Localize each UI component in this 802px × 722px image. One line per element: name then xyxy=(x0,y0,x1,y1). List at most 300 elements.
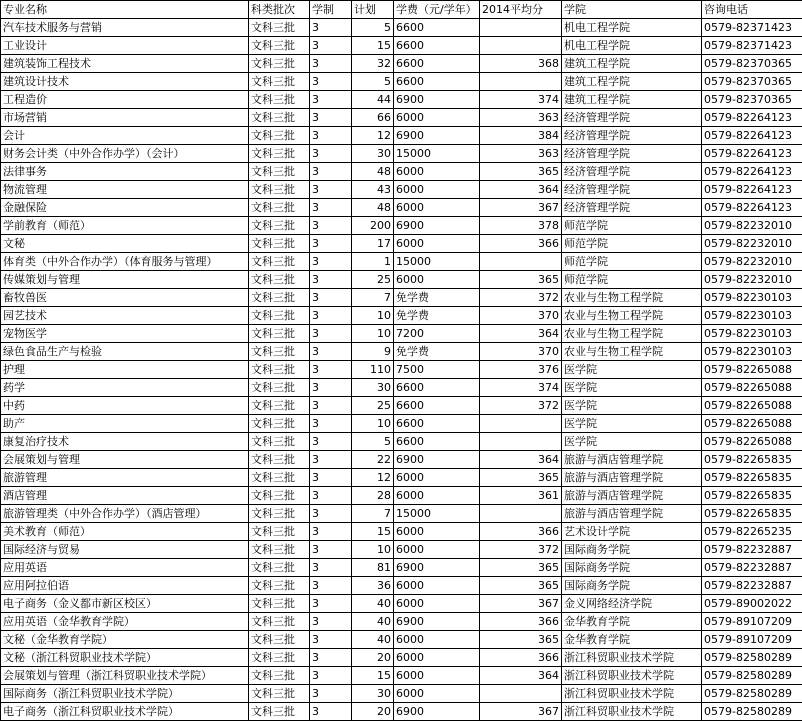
cell-avg-score xyxy=(480,73,562,91)
cell-plan: 110 xyxy=(352,361,394,379)
cell-avg-score xyxy=(480,433,562,451)
cell-tuition: 6000 xyxy=(394,487,480,505)
cell-plan: 12 xyxy=(352,127,394,145)
cell-tuition: 免学费 xyxy=(394,307,480,325)
cell-major: 财务会计类（中外合作办学）（会计） xyxy=(1,145,249,163)
cell-major: 学前教育（师范） xyxy=(1,217,249,235)
cell-college: 医学院 xyxy=(562,397,702,415)
cell-major: 金融保险 xyxy=(1,199,249,217)
cell-plan: 66 xyxy=(352,109,394,127)
cell-phone: 0579-82580289 xyxy=(702,685,802,703)
cell-tuition: 6000 xyxy=(394,109,480,127)
cell-duration: 3 xyxy=(310,163,352,181)
cell-college: 浙江科贸职业技术学院 xyxy=(562,685,702,703)
cell-duration: 3 xyxy=(310,343,352,361)
table-row xyxy=(1,505,802,523)
cell-duration: 3 xyxy=(310,181,352,199)
cell-major: 国际商务（浙江科贸职业技术学院） xyxy=(1,685,249,703)
cell-major: 会展策划与管理 xyxy=(1,451,249,469)
table-row xyxy=(1,667,802,685)
cell-college: 国际商务学院 xyxy=(562,559,702,577)
cell-plan: 40 xyxy=(352,613,394,631)
cell-duration: 3 xyxy=(310,397,352,415)
cell-batch: 文科三批 xyxy=(249,469,310,487)
cell-duration: 3 xyxy=(310,667,352,685)
cell-phone: 0579-82232010 xyxy=(702,271,802,289)
cell-major: 汽车技术服务与营销 xyxy=(1,19,249,37)
cell-plan: 30 xyxy=(352,145,394,163)
cell-duration: 3 xyxy=(310,145,352,163)
table-row xyxy=(1,325,802,343)
table-row xyxy=(1,451,802,469)
table-body xyxy=(1,19,802,721)
cell-major: 会展策划与管理（浙江科贸职业技术学院） xyxy=(1,667,249,685)
cell-avg-score xyxy=(480,253,562,271)
cell-phone: 0579-82370365 xyxy=(702,91,802,109)
cell-major: 园艺技术 xyxy=(1,307,249,325)
cell-plan: 32 xyxy=(352,55,394,73)
cell-phone: 0579-82230103 xyxy=(702,307,802,325)
cell-major: 助产 xyxy=(1,415,249,433)
cell-college: 农业与生物工程学院 xyxy=(562,307,702,325)
cell-phone: 0579-82264123 xyxy=(702,163,802,181)
header-plan: 计划 xyxy=(352,1,394,19)
cell-college: 机电工程学院 xyxy=(562,19,702,37)
cell-college: 师范学院 xyxy=(562,235,702,253)
cell-duration: 3 xyxy=(310,289,352,307)
cell-tuition: 6000 xyxy=(394,631,480,649)
table-row xyxy=(1,307,802,325)
cell-duration: 3 xyxy=(310,505,352,523)
cell-avg-score: 374 xyxy=(480,91,562,109)
cell-major: 绿色食品生产与检验 xyxy=(1,343,249,361)
header-avg-score: 2014平均分 xyxy=(480,1,562,19)
cell-tuition: 6600 xyxy=(394,37,480,55)
cell-batch: 文科三批 xyxy=(249,19,310,37)
cell-college: 医学院 xyxy=(562,433,702,451)
cell-tuition: 6000 xyxy=(394,199,480,217)
table-row xyxy=(1,145,802,163)
cell-avg-score: 365 xyxy=(480,577,562,595)
cell-tuition: 6900 xyxy=(394,613,480,631)
cell-tuition: 6000 xyxy=(394,469,480,487)
cell-plan: 30 xyxy=(352,685,394,703)
cell-major: 市场营销 xyxy=(1,109,249,127)
cell-plan: 20 xyxy=(352,703,394,721)
cell-phone: 0579-82230103 xyxy=(702,325,802,343)
cell-tuition: 免学费 xyxy=(394,289,480,307)
cell-batch: 文科三批 xyxy=(249,541,310,559)
cell-batch: 文科三批 xyxy=(249,415,310,433)
cell-phone: 0579-82232887 xyxy=(702,577,802,595)
cell-tuition: 15000 xyxy=(394,253,480,271)
cell-batch: 文科三批 xyxy=(249,577,310,595)
cell-duration: 3 xyxy=(310,487,352,505)
cell-avg-score: 364 xyxy=(480,181,562,199)
cell-major: 建筑装饰工程技术 xyxy=(1,55,249,73)
cell-batch: 文科三批 xyxy=(249,649,310,667)
cell-plan: 40 xyxy=(352,631,394,649)
cell-major: 文秘（浙江科贸职业技术学院） xyxy=(1,649,249,667)
cell-plan: 25 xyxy=(352,397,394,415)
cell-major: 应用英语（金华教育学院） xyxy=(1,613,249,631)
cell-plan: 12 xyxy=(352,469,394,487)
cell-duration: 3 xyxy=(310,55,352,73)
cell-tuition: 15000 xyxy=(394,505,480,523)
table-row xyxy=(1,199,802,217)
cell-college: 师范学院 xyxy=(562,253,702,271)
cell-batch: 文科三批 xyxy=(249,145,310,163)
cell-tuition: 6000 xyxy=(394,541,480,559)
cell-avg-score: 364 xyxy=(480,325,562,343)
cell-major: 美术教育（师范） xyxy=(1,523,249,541)
cell-phone: 0579-82371423 xyxy=(702,19,802,37)
cell-duration: 3 xyxy=(310,379,352,397)
cell-major: 应用阿拉伯语 xyxy=(1,577,249,595)
cell-avg-score: 366 xyxy=(480,523,562,541)
cell-avg-score: 378 xyxy=(480,217,562,235)
cell-phone: 0579-82264123 xyxy=(702,127,802,145)
cell-batch: 文科三批 xyxy=(249,505,310,523)
cell-batch: 文科三批 xyxy=(249,523,310,541)
cell-college: 农业与生物工程学院 xyxy=(562,325,702,343)
cell-major: 会计 xyxy=(1,127,249,145)
table-row xyxy=(1,361,802,379)
cell-avg-score: 363 xyxy=(480,145,562,163)
cell-tuition: 6900 xyxy=(394,217,480,235)
cell-phone: 0579-89002022 xyxy=(702,595,802,613)
cell-tuition: 6000 xyxy=(394,577,480,595)
cell-college: 医学院 xyxy=(562,379,702,397)
cell-plan: 81 xyxy=(352,559,394,577)
table-row xyxy=(1,415,802,433)
cell-phone: 0579-82230103 xyxy=(702,289,802,307)
cell-duration: 3 xyxy=(310,469,352,487)
table-row xyxy=(1,541,802,559)
cell-college: 旅游与酒店管理学院 xyxy=(562,505,702,523)
cell-college: 建筑工程学院 xyxy=(562,73,702,91)
cell-tuition: 6000 xyxy=(394,163,480,181)
header-phone: 咨询电话 xyxy=(702,1,802,19)
cell-tuition: 6000 xyxy=(394,685,480,703)
cell-college: 浙江科贸职业技术学院 xyxy=(562,703,702,721)
cell-duration: 3 xyxy=(310,199,352,217)
cell-phone: 0579-82265835 xyxy=(702,451,802,469)
cell-duration: 3 xyxy=(310,577,352,595)
table-row xyxy=(1,271,802,289)
cell-phone: 0579-82232010 xyxy=(702,253,802,271)
cell-phone: 0579-82264123 xyxy=(702,199,802,217)
cell-major: 电子商务（金义都市新区校区） xyxy=(1,595,249,613)
cell-tuition: 6600 xyxy=(394,415,480,433)
cell-batch: 文科三批 xyxy=(249,685,310,703)
cell-plan: 15 xyxy=(352,37,394,55)
cell-avg-score: 364 xyxy=(480,667,562,685)
table-row xyxy=(1,181,802,199)
cell-major: 应用英语 xyxy=(1,559,249,577)
cell-college: 机电工程学院 xyxy=(562,37,702,55)
cell-college: 国际商务学院 xyxy=(562,541,702,559)
cell-college: 经济管理学院 xyxy=(562,181,702,199)
cell-avg-score: 370 xyxy=(480,343,562,361)
cell-duration: 3 xyxy=(310,703,352,721)
table-row xyxy=(1,253,802,271)
cell-phone: 0579-82265088 xyxy=(702,415,802,433)
cell-avg-score: 374 xyxy=(480,379,562,397)
cell-tuition: 6600 xyxy=(394,397,480,415)
cell-batch: 文科三批 xyxy=(249,379,310,397)
cell-avg-score: 367 xyxy=(480,703,562,721)
cell-phone: 0579-82232887 xyxy=(702,541,802,559)
cell-plan: 200 xyxy=(352,217,394,235)
cell-batch: 文科三批 xyxy=(249,361,310,379)
cell-college: 医学院 xyxy=(562,415,702,433)
cell-plan: 10 xyxy=(352,325,394,343)
cell-batch: 文科三批 xyxy=(249,127,310,145)
cell-major: 法律事务 xyxy=(1,163,249,181)
header-row xyxy=(1,1,802,19)
cell-avg-score: 365 xyxy=(480,271,562,289)
cell-college: 金义网络经济学院 xyxy=(562,595,702,613)
header-batch: 科类批次 xyxy=(249,1,310,19)
cell-avg-score: 367 xyxy=(480,595,562,613)
table-row xyxy=(1,631,802,649)
cell-batch: 文科三批 xyxy=(249,37,310,55)
header-college: 学院 xyxy=(562,1,702,19)
cell-major: 旅游管理类（中外合作办学）（酒店管理） xyxy=(1,505,249,523)
cell-duration: 3 xyxy=(310,361,352,379)
cell-major: 传媒策划与管理 xyxy=(1,271,249,289)
cell-duration: 3 xyxy=(310,559,352,577)
cell-batch: 文科三批 xyxy=(249,487,310,505)
cell-duration: 3 xyxy=(310,613,352,631)
cell-plan: 1 xyxy=(352,253,394,271)
cell-tuition: 6900 xyxy=(394,451,480,469)
cell-college: 艺术设计学院 xyxy=(562,523,702,541)
cell-batch: 文科三批 xyxy=(249,559,310,577)
cell-avg-score: 365 xyxy=(480,469,562,487)
cell-college: 建筑工程学院 xyxy=(562,55,702,73)
cell-college: 经济管理学院 xyxy=(562,199,702,217)
cell-tuition: 6000 xyxy=(394,667,480,685)
cell-avg-score: 365 xyxy=(480,631,562,649)
table-row xyxy=(1,469,802,487)
cell-college: 金华教育学院 xyxy=(562,631,702,649)
cell-plan: 22 xyxy=(352,451,394,469)
cell-phone: 0579-82265088 xyxy=(702,379,802,397)
cell-phone: 0579-82232010 xyxy=(702,217,802,235)
cell-major: 康复治疗技术 xyxy=(1,433,249,451)
cell-tuition: 6000 xyxy=(394,271,480,289)
cell-plan: 10 xyxy=(352,307,394,325)
cell-college: 农业与生物工程学院 xyxy=(562,289,702,307)
table-row xyxy=(1,73,802,91)
cell-major: 文秘（金华教育学院） xyxy=(1,631,249,649)
cell-phone: 0579-82370365 xyxy=(702,55,802,73)
cell-batch: 文科三批 xyxy=(249,163,310,181)
cell-duration: 3 xyxy=(310,631,352,649)
cell-plan: 7 xyxy=(352,289,394,307)
cell-plan: 36 xyxy=(352,577,394,595)
cell-college: 金华教育学院 xyxy=(562,613,702,631)
cell-avg-score xyxy=(480,685,562,703)
cell-major: 宠物医学 xyxy=(1,325,249,343)
cell-college: 经济管理学院 xyxy=(562,145,702,163)
table-row xyxy=(1,613,802,631)
cell-phone: 0579-82264123 xyxy=(702,145,802,163)
cell-major: 旅游管理 xyxy=(1,469,249,487)
cell-phone: 0579-82265088 xyxy=(702,433,802,451)
cell-plan: 30 xyxy=(352,379,394,397)
cell-batch: 文科三批 xyxy=(249,631,310,649)
cell-avg-score: 367 xyxy=(480,199,562,217)
cell-batch: 文科三批 xyxy=(249,235,310,253)
cell-plan: 28 xyxy=(352,487,394,505)
cell-plan: 5 xyxy=(352,73,394,91)
cell-duration: 3 xyxy=(310,19,352,37)
cell-phone: 0579-82264123 xyxy=(702,181,802,199)
cell-phone: 0579-82371423 xyxy=(702,37,802,55)
cell-duration: 3 xyxy=(310,253,352,271)
cell-batch: 文科三批 xyxy=(249,109,310,127)
cell-plan: 10 xyxy=(352,415,394,433)
cell-tuition: 6000 xyxy=(394,235,480,253)
cell-plan: 5 xyxy=(352,433,394,451)
header-tuition: 学费（元/学年） xyxy=(394,1,480,19)
cell-phone: 0579-82370365 xyxy=(702,73,802,91)
table-row xyxy=(1,685,802,703)
cell-phone: 0579-82265835 xyxy=(702,505,802,523)
cell-major: 国际经济与贸易 xyxy=(1,541,249,559)
cell-duration: 3 xyxy=(310,217,352,235)
cell-batch: 文科三批 xyxy=(249,307,310,325)
cell-batch: 文科三批 xyxy=(249,397,310,415)
cell-college: 旅游与酒店管理学院 xyxy=(562,451,702,469)
cell-college: 旅游与酒店管理学院 xyxy=(562,469,702,487)
cell-tuition: 6600 xyxy=(394,19,480,37)
cell-major: 建筑设计技术 xyxy=(1,73,249,91)
table-row xyxy=(1,235,802,253)
cell-duration: 3 xyxy=(310,433,352,451)
table-row xyxy=(1,109,802,127)
cell-phone: 0579-82230103 xyxy=(702,343,802,361)
cell-tuition: 6900 xyxy=(394,127,480,145)
cell-tuition: 7200 xyxy=(394,325,480,343)
cell-college: 医学院 xyxy=(562,361,702,379)
cell-tuition: 免学费 xyxy=(394,343,480,361)
cell-avg-score xyxy=(480,415,562,433)
cell-major: 酒店管理 xyxy=(1,487,249,505)
cell-batch: 文科三批 xyxy=(249,217,310,235)
cell-plan: 48 xyxy=(352,199,394,217)
cell-batch: 文科三批 xyxy=(249,73,310,91)
cell-plan: 48 xyxy=(352,163,394,181)
cell-major: 中药 xyxy=(1,397,249,415)
table-row xyxy=(1,289,802,307)
cell-duration: 3 xyxy=(310,271,352,289)
table-row xyxy=(1,37,802,55)
table-row xyxy=(1,379,802,397)
cell-phone: 0579-82232887 xyxy=(702,559,802,577)
cell-batch: 文科三批 xyxy=(249,199,310,217)
cell-batch: 文科三批 xyxy=(249,433,310,451)
cell-phone: 0579-82265835 xyxy=(702,487,802,505)
cell-plan: 17 xyxy=(352,235,394,253)
cell-duration: 3 xyxy=(310,541,352,559)
cell-avg-score: 366 xyxy=(480,649,562,667)
cell-duration: 3 xyxy=(310,73,352,91)
cell-phone: 0579-82580289 xyxy=(702,703,802,721)
cell-college: 浙江科贸职业技术学院 xyxy=(562,649,702,667)
cell-duration: 3 xyxy=(310,325,352,343)
cell-avg-score: 365 xyxy=(480,163,562,181)
table-row xyxy=(1,163,802,181)
cell-college: 国际商务学院 xyxy=(562,577,702,595)
cell-plan: 44 xyxy=(352,91,394,109)
cell-plan: 5 xyxy=(352,19,394,37)
cell-major: 工程造价 xyxy=(1,91,249,109)
cell-plan: 9 xyxy=(352,343,394,361)
table-row xyxy=(1,127,802,145)
cell-phone: 0579-82264123 xyxy=(702,109,802,127)
cell-college: 浙江科贸职业技术学院 xyxy=(562,667,702,685)
cell-college: 师范学院 xyxy=(562,271,702,289)
cell-plan: 20 xyxy=(352,649,394,667)
cell-batch: 文科三批 xyxy=(249,451,310,469)
cell-college: 经济管理学院 xyxy=(562,127,702,145)
cell-duration: 3 xyxy=(310,235,352,253)
cell-duration: 3 xyxy=(310,451,352,469)
cell-avg-score: 370 xyxy=(480,307,562,325)
cell-duration: 3 xyxy=(310,523,352,541)
cell-avg-score: 365 xyxy=(480,559,562,577)
cell-tuition: 6600 xyxy=(394,433,480,451)
cell-duration: 3 xyxy=(310,127,352,145)
cell-batch: 文科三批 xyxy=(249,613,310,631)
cell-phone: 0579-82580289 xyxy=(702,649,802,667)
cell-avg-score xyxy=(480,37,562,55)
cell-major: 物流管理 xyxy=(1,181,249,199)
cell-major: 文秘 xyxy=(1,235,249,253)
cell-college: 农业与生物工程学院 xyxy=(562,343,702,361)
cell-phone: 0579-82265235 xyxy=(702,523,802,541)
cell-phone: 0579-82265088 xyxy=(702,361,802,379)
cell-plan: 25 xyxy=(352,271,394,289)
cell-tuition: 6000 xyxy=(394,523,480,541)
cell-avg-score xyxy=(480,19,562,37)
cell-batch: 文科三批 xyxy=(249,271,310,289)
cell-duration: 3 xyxy=(310,595,352,613)
cell-phone: 0579-89107209 xyxy=(702,613,802,631)
cell-phone: 0579-82265088 xyxy=(702,397,802,415)
cell-plan: 15 xyxy=(352,523,394,541)
table-row xyxy=(1,577,802,595)
cell-college: 师范学院 xyxy=(562,217,702,235)
table-row xyxy=(1,703,802,721)
cell-avg-score: 364 xyxy=(480,451,562,469)
cell-college: 经济管理学院 xyxy=(562,109,702,127)
cell-batch: 文科三批 xyxy=(249,595,310,613)
cell-tuition: 7500 xyxy=(394,361,480,379)
cell-avg-score: 366 xyxy=(480,235,562,253)
cell-tuition: 6900 xyxy=(394,91,480,109)
table-row xyxy=(1,595,802,613)
cell-duration: 3 xyxy=(310,685,352,703)
cell-major: 工业设计 xyxy=(1,37,249,55)
table-row xyxy=(1,343,802,361)
cell-avg-score: 372 xyxy=(480,289,562,307)
table-row xyxy=(1,217,802,235)
